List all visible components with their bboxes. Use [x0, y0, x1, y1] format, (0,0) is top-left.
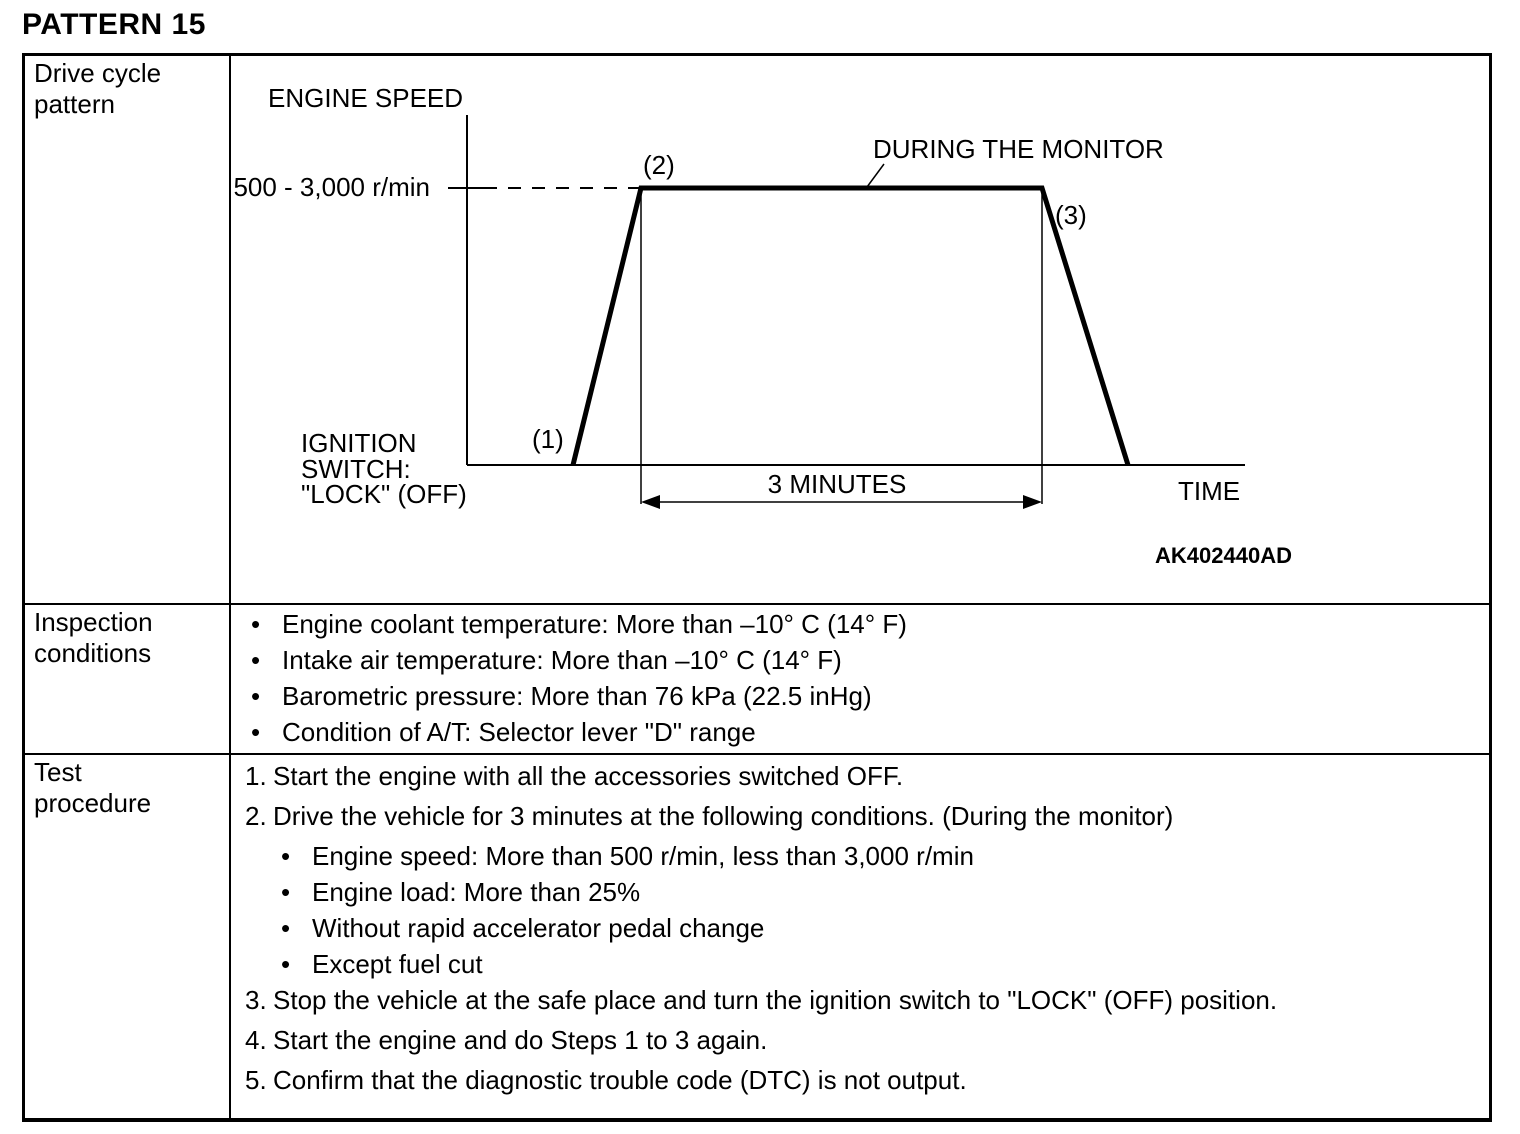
drive-cycle-diagram [231, 56, 1489, 603]
inspection-condition-text: Barometric pressure: More than 76 kPa (22.5 inHg) [282, 681, 872, 711]
point-2-label: (2) [643, 150, 675, 180]
point-1-label: (1) [532, 424, 564, 454]
step-text: Start the engine with all the accessories switched OFF. [273, 761, 904, 791]
speed-range-label: 500 - 3,000 r/min [233, 172, 430, 202]
test-procedure-list [231, 755, 1489, 1118]
step-number: 3. [245, 985, 267, 1015]
sub-item-text: Without rapid accelerator pedal change [312, 913, 765, 943]
bullet-marker: • [281, 949, 291, 979]
procedure-step [245, 761, 1479, 791]
procedure-step [245, 985, 1479, 1015]
step-text: Confirm that the diagnostic trouble code (DTC) is not output. [273, 1065, 967, 1095]
inspection-condition-text: Condition of A/T: Selector lever "D" range [282, 717, 756, 747]
list-item [251, 717, 1479, 747]
ignition-switch-label-line1: IGNITION [301, 428, 417, 458]
step-number: 2. [245, 801, 267, 831]
sub-list-item [281, 877, 1479, 907]
step-text: Start the engine and do Steps 1 to 3 again. [273, 1025, 768, 1055]
duration-arrow-left-head [641, 495, 660, 509]
row-inspection-conditions [25, 605, 1489, 755]
row-test-procedure [25, 755, 1489, 1118]
bullet-marker: • [281, 841, 291, 871]
point-3-label: (3) [1055, 200, 1087, 230]
inspection-condition-text: Intake air temperature: More than –10° C (14° F) [282, 645, 842, 675]
step-text: Drive the vehicle for 3 minutes at the following conditions. (During the monitor) [273, 801, 1174, 831]
monitor-label: DURING THE MONITOR [873, 134, 1164, 164]
sub-list-item [281, 841, 1479, 871]
step-number: 5. [245, 1065, 267, 1095]
list-item [251, 681, 1479, 711]
sub-item-text: Engine speed: More than 500 r/min, less than 3,000 r/min [312, 841, 974, 871]
monitor-label-leader-line [867, 164, 884, 187]
time-axis-label: TIME [1178, 476, 1241, 506]
row-header-inspection-conditions: Inspection conditions [25, 605, 231, 753]
bullet-marker: • [251, 717, 261, 747]
procedure-step [245, 801, 1479, 831]
step-number: 1. [245, 761, 267, 791]
duration-label: 3 MINUTES [767, 469, 907, 499]
inspection-conditions-list [231, 605, 1489, 753]
bullet-marker: • [251, 609, 261, 639]
ignition-switch-label-line3: "LOCK" (OFF) [301, 479, 467, 509]
ignition-switch-label-line2: SWITCH: [301, 454, 411, 484]
list-item [251, 609, 1479, 639]
bullet-marker: • [281, 913, 291, 943]
sub-list-item [281, 913, 1479, 943]
drive-cycle-curve [573, 188, 1128, 465]
step-number: 4. [245, 1025, 267, 1055]
drive-cycle-diagram-cell [231, 56, 1489, 603]
pattern-table [22, 53, 1492, 1122]
row-header-drive-cycle-pattern: Drive cycle pattern [25, 56, 231, 603]
row-drive-cycle-pattern [25, 56, 1489, 605]
bullet-marker: • [251, 645, 261, 675]
duration-arrow-right-head [1023, 495, 1042, 509]
sub-item-text: Except fuel cut [312, 949, 483, 979]
procedure-step [245, 1065, 1479, 1095]
inspection-condition-text: Engine coolant temperature: More than –10° C (14° F) [282, 609, 907, 639]
page-title: PATTERN 15 [22, 8, 206, 41]
bullet-marker: • [251, 681, 261, 711]
bullet-marker: • [281, 877, 291, 907]
step-text: Stop the vehicle at the safe place and turn the ignition switch to "LOCK" (OFF) position. [273, 985, 1278, 1015]
list-item [251, 645, 1479, 675]
engine-speed-axis-label: ENGINE SPEED [268, 83, 464, 113]
sub-list-item [281, 949, 1479, 979]
row-header-test-procedure: Test procedure [25, 755, 231, 1118]
procedure-step [245, 1025, 1479, 1055]
sub-item-text: Engine load: More than 25% [312, 877, 641, 907]
figure-code: AK402440AD [1155, 543, 1292, 568]
